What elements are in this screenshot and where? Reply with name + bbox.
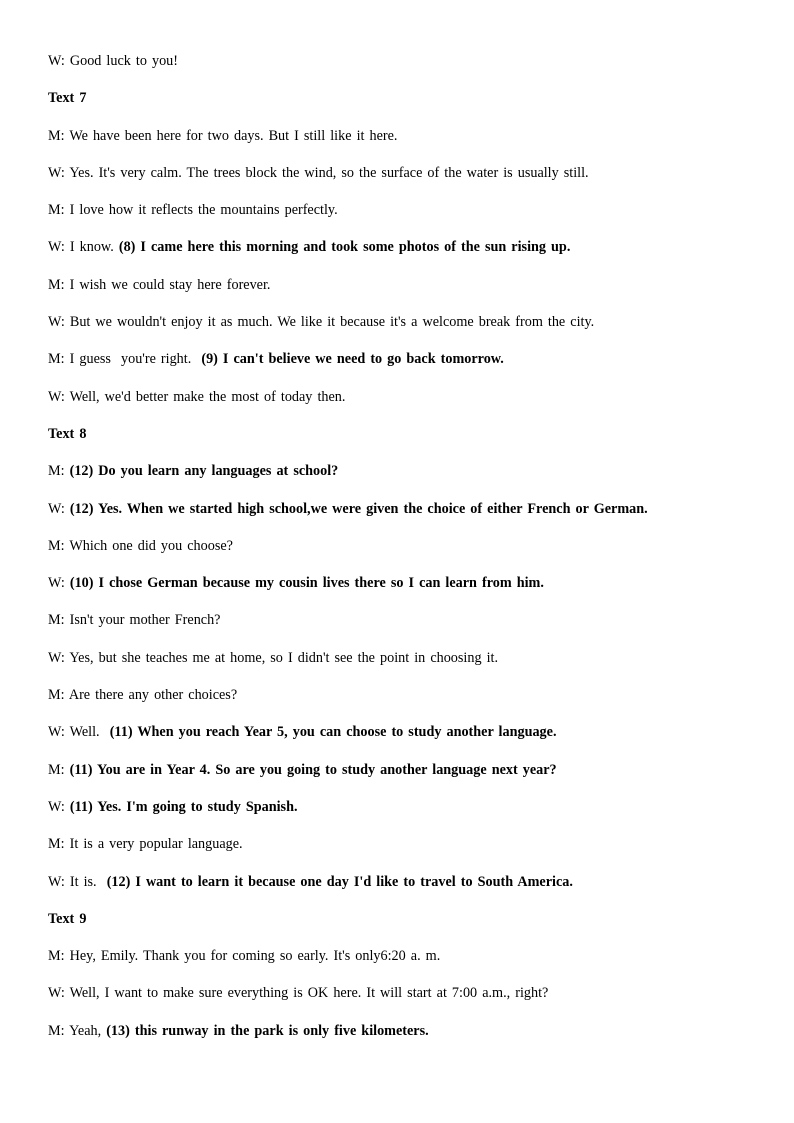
dialogue-text: Well, I want to make sure everything is OK here. It will start at 7:00 a.m., right? — [69, 985, 549, 1002]
dialogue-line — [48, 201, 768, 238]
dialogue-line — [48, 127, 768, 164]
speaker-label: M: — [48, 463, 65, 480]
dialogue-line — [48, 835, 768, 872]
dialogue-line — [48, 873, 768, 910]
dialogue-text: Well, we'd better make the most of today then. — [69, 388, 346, 405]
speaker-label: M: — [48, 351, 65, 368]
speaker-label: W: — [48, 500, 65, 517]
speaker-label: W: — [48, 724, 65, 741]
dialogue-text-bold: (8) I came here this morning and took some photos of the sun rising up. — [118, 239, 571, 256]
dialogue-line — [48, 388, 768, 425]
dialogue-text: I wish we could stay here forever. — [69, 276, 271, 293]
speaker-label: W: — [48, 873, 65, 890]
speaker-label: W: — [48, 575, 65, 592]
dialogue-text-bold: (11) Yes. I'm going to study Spanish. — [69, 798, 298, 815]
speaker-label: W: — [48, 798, 65, 815]
dialogue-text: It is a very popular language. — [69, 836, 243, 853]
section-heading: Text 9 — [48, 910, 87, 927]
dialogue-text-bold: (12) Yes. When we started high school,we were given the choice of either French or German. — [69, 500, 648, 517]
speaker-label: M: — [48, 202, 65, 219]
speaker-label: M: — [48, 276, 65, 293]
speaker-label: W: — [48, 388, 65, 405]
dialogue-line — [48, 350, 768, 387]
dialogue-text: I guess you're right. — [69, 351, 202, 368]
dialogue-text: Hey, Emily. Thank you for coming so early. It's only6:20 a. m. — [69, 948, 441, 965]
dialogue-line — [48, 649, 768, 686]
speaker-label: M: — [48, 127, 65, 144]
dialogue-text: We have been here for two days. But I still like it here. — [69, 127, 398, 144]
speaker-label: M: — [48, 612, 65, 629]
dialogue-line — [48, 611, 768, 648]
dialogue-text: Yeah, — [69, 1022, 107, 1039]
speaker-label: M: — [48, 761, 65, 778]
dialogue-text: But we wouldn't enjoy it as much. We like it because it's a welcome break from the city. — [69, 314, 595, 331]
section-heading: Text 7 — [48, 90, 87, 107]
speaker-label: W: — [48, 53, 65, 69]
document-page — [48, 52, 768, 1059]
speaker-label: W: — [48, 985, 65, 1002]
dialogue-line — [48, 798, 768, 835]
speaker-label: M: — [48, 1022, 65, 1039]
dialogue-text-bold: (9) I can't believe we need to go back tomorrow. — [201, 351, 504, 368]
dialogue-line — [48, 723, 768, 760]
speaker-label: M: — [48, 948, 65, 965]
dialogue-text-bold: (11) When you reach Year 5, you can choose to study another language. — [109, 724, 557, 741]
dialogue-line — [48, 462, 768, 499]
speaker-label: M: — [48, 836, 65, 853]
dialogue-line — [48, 761, 768, 798]
speaker-label: M: — [48, 537, 65, 554]
dialogue-text-bold: (13) this runway in the park is only five kilometers. — [106, 1022, 429, 1039]
dialogue-text: Are there any other choices? — [68, 687, 238, 704]
speaker-label: W: — [48, 314, 65, 331]
speaker-label: W: — [48, 239, 65, 256]
dialogue-text: I love how it reflects the mountains perfectly. — [69, 202, 338, 219]
dialogue-text-bold: (12) Do you learn any languages at school? — [69, 463, 339, 480]
dialogue-line — [48, 313, 768, 350]
dialogue-line — [48, 537, 768, 574]
dialogue-text-bold: (11) You are in Year 4. So are you going to study another language next year? — [69, 761, 557, 778]
dialogue-text: Which one did you choose? — [69, 537, 233, 554]
dialogue-line — [48, 164, 768, 201]
dialogue-line — [48, 52, 768, 89]
dialogue-text: Isn't your mother French? — [69, 612, 221, 629]
dialogue-line — [48, 984, 768, 1021]
dialogue-line — [48, 1022, 768, 1059]
speaker-label: W: — [48, 649, 65, 666]
dialogue-text: Well. — [69, 724, 110, 741]
dialogue-text-bold: (12) I want to learn it because one day I'd like to travel to South America. — [106, 873, 573, 890]
dialogue-text-bold: (10) I chose German because my cousin lives there so I can learn from him. — [69, 575, 544, 592]
section-heading: Text 8 — [48, 425, 87, 442]
speaker-label: M: — [48, 687, 65, 704]
dialogue-text: Good luck to you! — [69, 53, 178, 69]
dialogue-line — [48, 500, 768, 537]
dialogue-line — [48, 686, 768, 723]
dialogue-text: It is. — [69, 873, 107, 890]
dialogue-line — [48, 574, 768, 611]
dialogue-line — [48, 238, 768, 275]
dialogue-line — [48, 947, 768, 984]
speaker-label: W: — [48, 164, 65, 181]
dialogue-line — [48, 276, 768, 313]
dialogue-text: I know. — [69, 239, 119, 256]
dialogue-text: Yes. It's very calm. The trees block the wind, so the surface of the water is usually still. — [69, 164, 589, 181]
dialogue-text: Yes, but she teaches me at home, so I didn't see the point in choosing it. — [69, 649, 499, 666]
